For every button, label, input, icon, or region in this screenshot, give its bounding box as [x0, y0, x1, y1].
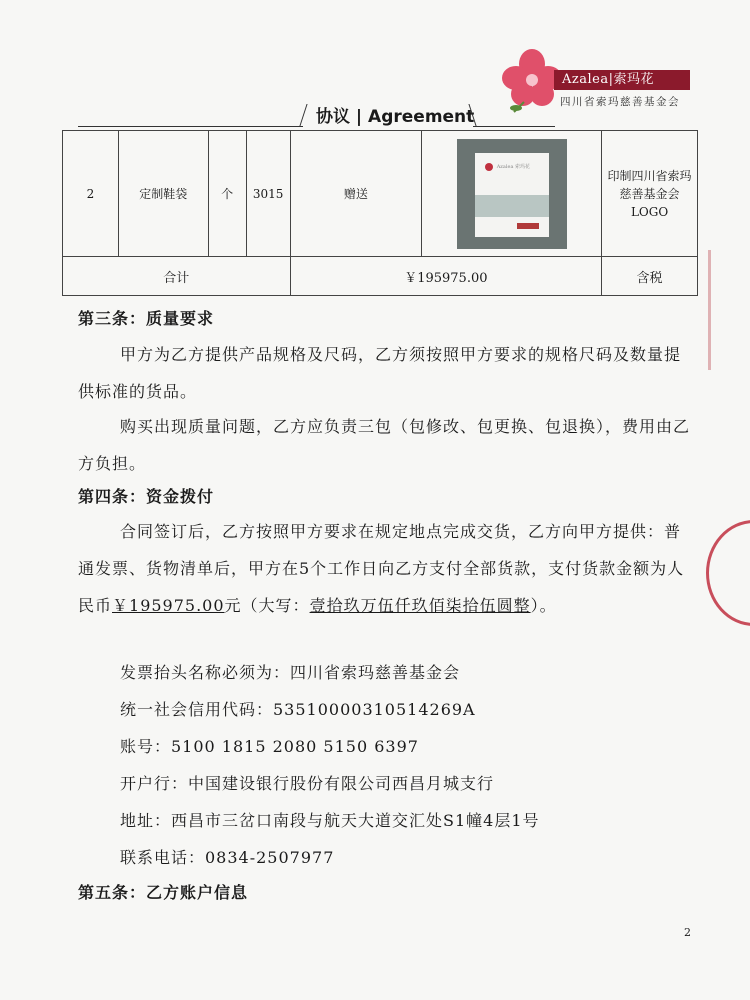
product-image-label: Azalea 索玛花: [496, 163, 531, 170]
item-quantity: 3015: [246, 131, 290, 257]
flower-mark-icon: [485, 163, 493, 171]
table-total-row: [63, 257, 698, 296]
address-line: 地址：西昌市三岔口南段与航天大道交汇处S1幢4层1号: [120, 811, 540, 830]
title-rule-left: [78, 126, 303, 127]
foundation-logo: [502, 48, 702, 118]
account-line: 账号：5100 1815 2080 5150 6397: [120, 737, 419, 756]
section-4-title: 第四条：资金拨付: [78, 487, 215, 506]
section-3-paragraph-1: 甲方为乙方提供产品规格及尺码，乙方须按照甲方要求的规格尺码及数量提供标准的货品。: [78, 345, 682, 401]
section-3-title: 第三条：质量要求: [78, 309, 215, 328]
page-title: 协议 | Agreement: [316, 107, 475, 127]
payment-amount-words: 壹拾玖万伍仟玖佰柒拾伍圆整: [309, 596, 531, 615]
bag-stripe: [475, 195, 549, 217]
payment-text-b: 元（大写：: [224, 596, 310, 615]
title-rule-cap-left: [299, 104, 307, 126]
row-number: 2: [63, 131, 119, 257]
red-seal-icon: [706, 520, 750, 626]
edge-stamp-mark: [708, 250, 750, 370]
invoice-title-line: 发票抬头名称必须为：四川省索玛慈善基金会: [120, 663, 461, 682]
shoe-bag-front: [475, 153, 549, 237]
total-note: 含税: [602, 257, 698, 296]
logo-subtitle: 四川省索玛慈善基金会: [560, 96, 680, 108]
credit-code-line: 统一社会信用代码：53510000310514269A: [120, 700, 476, 719]
bag-tag: [517, 223, 539, 229]
table-row: [63, 131, 698, 257]
section-4-paragraph-1: [78, 513, 690, 624]
shoe-bag-product-image: [457, 139, 567, 249]
section-3-paragraph-2: 购买出现质量问题，乙方应负责三包（包修改、包更换、包退换），费用由乙方负担。: [78, 417, 691, 473]
item-price: 赠送: [290, 131, 422, 257]
bank-line: 开户行：中国建设银行股份有限公司西昌月城支行: [120, 774, 495, 793]
total-amount: ￥195975.00: [290, 257, 602, 296]
goods-table: [62, 130, 698, 296]
logo-brand-band: Azalea|索玛花: [554, 70, 690, 90]
payment-text-c: ）。: [530, 596, 557, 615]
item-name: 定制鞋袋: [118, 131, 208, 257]
title-rule-right: [473, 126, 555, 127]
total-label: 合计: [63, 257, 291, 296]
phone-line: 联系电话：0834-2507977: [120, 848, 335, 867]
azalea-flower-icon: [502, 48, 562, 114]
item-image-cell: [422, 131, 602, 257]
payment-text-a: 合同签订后，乙方按照甲方要求在规定地点完成交货，乙方向甲方提供：普通发票、货物清单后，甲方在5个工作日向乙方支付全部货款，支付货款金额为人民币: [78, 522, 685, 615]
section-5-title: 第五条：乙方账户信息: [78, 883, 249, 902]
item-note: 印制四川省索玛慈善基金会LOGO: [602, 131, 698, 257]
item-unit: 个: [208, 131, 246, 257]
page-number: 2: [684, 926, 691, 939]
payment-amount: ￥195975.00: [112, 596, 225, 615]
